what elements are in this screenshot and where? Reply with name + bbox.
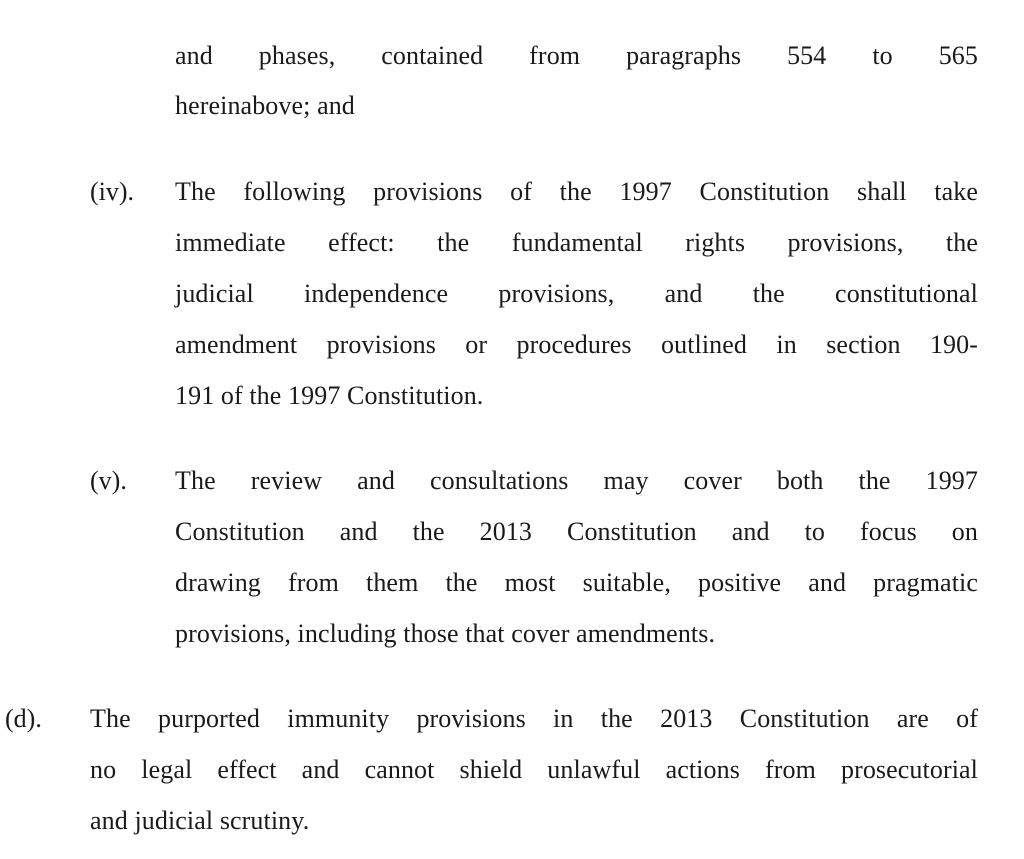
paragraph-line: no legal effect and cannot shield unlawful actions from prosecutorial: [90, 755, 978, 784]
paragraph-line: The following provisions of the 1997 Constitution shall take: [175, 177, 978, 206]
paragraph-line: 191 of the 1997 Constitution.: [175, 381, 484, 410]
paragraph-line: judicial independence provisions, and the constitutional: [175, 279, 978, 308]
paragraph-line: amendment provisions or procedures outlined in section 190-: [175, 330, 978, 359]
paragraph-line: drawing from them the most suitable, positive and pragmatic: [175, 568, 978, 597]
paragraph-line: and phases, contained from paragraphs 554 to 565: [175, 41, 978, 70]
paragraph-line: The purported immunity provisions in the 2013 Constitution are of: [90, 704, 978, 733]
paragraph-line: immediate effect: the fundamental rights provisions, the: [175, 228, 978, 257]
paragraph-line: provisions, including those that cover amendments.: [175, 619, 716, 648]
list-marker-d: (d).: [5, 704, 42, 733]
list-marker-iv: (iv).: [90, 177, 135, 206]
paragraph-line: The review and consultations may cover both the 1997: [175, 466, 978, 495]
paragraph-line: and judicial scrutiny.: [90, 806, 310, 835]
paragraph-line: hereinabove; and: [175, 91, 355, 120]
list-marker-v: (v).: [90, 466, 127, 495]
paragraph-line: Constitution and the 2013 Constitution and to focus on: [175, 517, 978, 546]
